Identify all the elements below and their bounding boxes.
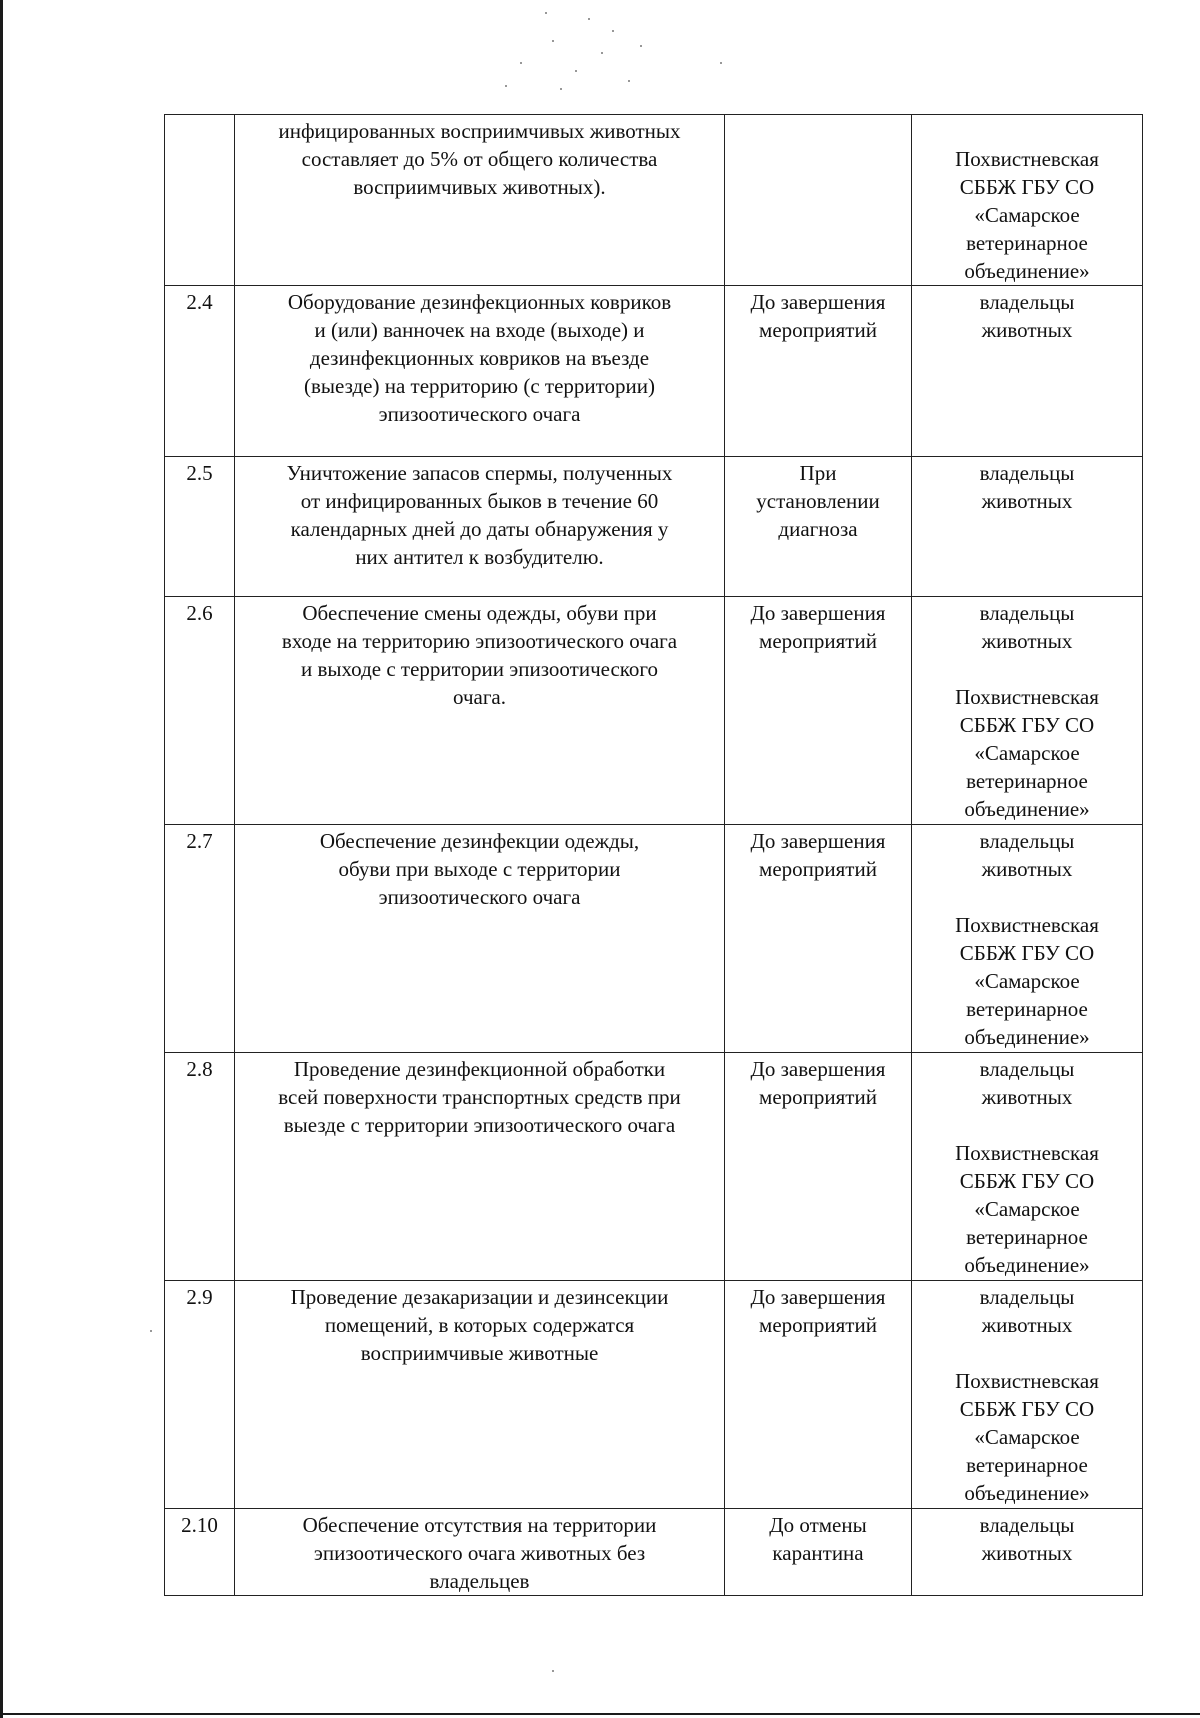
table-row (165, 1281, 1143, 1509)
responsible-line: владельцы (979, 290, 1075, 314)
deadline-line: До завершения (750, 290, 886, 314)
responsible-line: Похвистневская (955, 1141, 1099, 1165)
responsible-line: ветеринарное (966, 1453, 1088, 1477)
task-line: них антител к возбудителю. (355, 545, 604, 569)
responsible-cell (912, 597, 1143, 825)
deadline-line: При (799, 461, 837, 485)
responsible-line: Похвистневская (955, 913, 1099, 937)
responsible-line: «Самарское (974, 203, 1080, 227)
responsible-cell (912, 1509, 1143, 1596)
table-row (165, 825, 1143, 1053)
responsible-line: владельцы (979, 461, 1075, 485)
item-number-cell (165, 457, 235, 597)
task-line: Обеспечение отсутствия на территории (302, 1513, 657, 1537)
task-line: составляет до 5% от общего количества (301, 147, 658, 171)
task-line: эпизоотического очага (378, 885, 581, 909)
task-line: Проведение дезакаризации и дезинсекции (290, 1285, 669, 1309)
task-line: Уничтожение запасов спермы, полученных (286, 461, 673, 485)
item-number-cell (165, 115, 235, 286)
deadline-line: мероприятий (759, 629, 877, 653)
responsible-line: владельцы (979, 829, 1075, 853)
responsible-line: СББЖ ГБУ СО (959, 713, 1095, 737)
deadline-cell (725, 1281, 912, 1509)
task-line: инфицированных восприимчивых животных (278, 119, 681, 143)
responsible-line: владельцы (979, 1285, 1075, 1309)
scan-edge-bottom (0, 1713, 1200, 1715)
item-number-cell (165, 1053, 235, 1281)
responsible-line: ветеринарное (966, 997, 1088, 1021)
task-line: владельцев (429, 1569, 530, 1593)
item-number-cell (165, 825, 235, 1053)
task-line: помещений, в которых содержатся (324, 1313, 635, 1337)
task-line: Проведение дезинфекционной обработки (293, 1057, 666, 1081)
table-row (165, 286, 1143, 457)
responsible-line: объединение» (964, 1253, 1090, 1277)
responsible-line: объединение» (964, 259, 1090, 283)
responsible-line: владельцы (979, 1513, 1075, 1537)
responsible-line: «Самарское (974, 1197, 1080, 1221)
item-number-cell (165, 286, 235, 457)
responsible-line: животных (981, 1541, 1073, 1565)
item-number: 2.8 (186, 1057, 213, 1081)
responsible-line: животных (981, 857, 1073, 881)
item-number-cell (165, 1281, 235, 1509)
item-number: 2.9 (186, 1285, 213, 1309)
task-cell (235, 1509, 725, 1596)
responsible-line: ветеринарное (966, 769, 1088, 793)
task-line: Оборудование дезинфекционных ковриков (287, 290, 672, 314)
task-line: всей поверхности транспортных средств при (278, 1085, 681, 1109)
responsible-line: объединение» (964, 1481, 1090, 1505)
responsible-line: «Самарское (974, 741, 1080, 765)
responsible-cell (912, 825, 1143, 1053)
table-row (165, 1053, 1143, 1281)
item-number: 2.7 (186, 829, 213, 853)
task-line: восприимчивые животные (360, 1341, 599, 1365)
deadline-cell (725, 1509, 912, 1596)
item-number: 2.6 (186, 601, 213, 625)
table-row (165, 115, 1143, 286)
task-line: обуви при выходе с территории (338, 857, 621, 881)
measures-table (164, 114, 1143, 1596)
responsible-line: СББЖ ГБУ СО (959, 941, 1095, 965)
item-number: 2.5 (186, 461, 213, 485)
task-cell (235, 1053, 725, 1281)
deadline-line: До отмены (769, 1513, 867, 1537)
task-cell (235, 1281, 725, 1509)
responsible-line: объединение» (964, 797, 1090, 821)
responsible-line: животных (981, 318, 1073, 342)
deadline-line: До завершения (750, 1285, 886, 1309)
responsible-line: ветеринарное (966, 1225, 1088, 1249)
deadline-cell (725, 286, 912, 457)
task-line: Обеспечение смены одежды, обуви при (302, 601, 657, 625)
responsible-line: СББЖ ГБУ СО (959, 175, 1095, 199)
responsible-line: «Самарское (974, 1425, 1080, 1449)
task-line: и выходе с территории эпизоотического (300, 657, 659, 681)
responsible-cell (912, 1281, 1143, 1509)
table-body (165, 115, 1143, 1596)
table-row (165, 457, 1143, 597)
deadline-line: До завершения (750, 601, 886, 625)
deadline-line: диагноза (778, 517, 858, 541)
task-line: календарных дней до даты обнаружения у (290, 517, 669, 541)
responsible-line: СББЖ ГБУ СО (959, 1397, 1095, 1421)
item-number: 2.10 (181, 1513, 218, 1537)
task-cell (235, 597, 725, 825)
task-line: эпизоотического очага животных без (313, 1541, 646, 1565)
task-line: и (или) ванночек на входе (выходе) и (314, 318, 645, 342)
task-line: очага. (452, 685, 507, 709)
task-line: эпизоотического очага (378, 402, 581, 426)
responsible-line: объединение» (964, 1025, 1090, 1049)
task-line: от инфицированных быков в течение 60 (300, 489, 659, 513)
responsible-cell (912, 457, 1143, 597)
responsible-line: Похвистневская (955, 147, 1099, 171)
task-line: выезде с территории эпизоотического очага (283, 1113, 676, 1137)
task-line: Обеспечение дезинфекции одежды, (319, 829, 640, 853)
responsible-line: владельцы (979, 1057, 1075, 1081)
responsible-line: владельцы (979, 601, 1075, 625)
responsible-line: ветеринарное (966, 231, 1088, 255)
responsible-line: СББЖ ГБУ СО (959, 1169, 1095, 1193)
scan-edge-left (0, 0, 3, 1718)
responsible-line: Похвистневская (955, 1369, 1099, 1393)
responsible-line: животных (981, 629, 1073, 653)
deadline-cell (725, 597, 912, 825)
deadline-line: мероприятий (759, 1313, 877, 1337)
task-cell (235, 286, 725, 457)
responsible-cell (912, 115, 1143, 286)
responsible-line: Похвистневская (955, 685, 1099, 709)
task-line: дезинфекционных ковриков на въезде (309, 346, 650, 370)
responsible-cell (912, 286, 1143, 457)
task-cell (235, 115, 725, 286)
responsible-line: животных (981, 1313, 1073, 1337)
deadline-line: мероприятий (759, 1085, 877, 1109)
responsible-cell (912, 1053, 1143, 1281)
deadline-line: карантина (772, 1541, 864, 1565)
item-number: 2.4 (186, 290, 213, 314)
task-line: входе на территорию эпизоотического очага (281, 629, 678, 653)
task-cell (235, 825, 725, 1053)
responsible-line: «Самарское (974, 969, 1080, 993)
deadline-cell (725, 457, 912, 597)
deadline-line: До завершения (750, 1057, 886, 1081)
item-number-cell (165, 1509, 235, 1596)
deadline-cell (725, 1053, 912, 1281)
task-line: (выезде) на территорию (с территории) (303, 374, 656, 398)
responsible-line: животных (981, 489, 1073, 513)
deadline-line: До завершения (750, 829, 886, 853)
table-row (165, 1509, 1143, 1596)
item-number-cell (165, 597, 235, 825)
deadline-cell (725, 825, 912, 1053)
deadline-line: мероприятий (759, 318, 877, 342)
responsible-line: животных (981, 1085, 1073, 1109)
task-cell (235, 457, 725, 597)
deadline-cell (725, 115, 912, 286)
table-row (165, 597, 1143, 825)
deadline-line: мероприятий (759, 857, 877, 881)
deadline-line: установлении (756, 489, 880, 513)
task-line: восприимчивых животных). (353, 175, 606, 199)
